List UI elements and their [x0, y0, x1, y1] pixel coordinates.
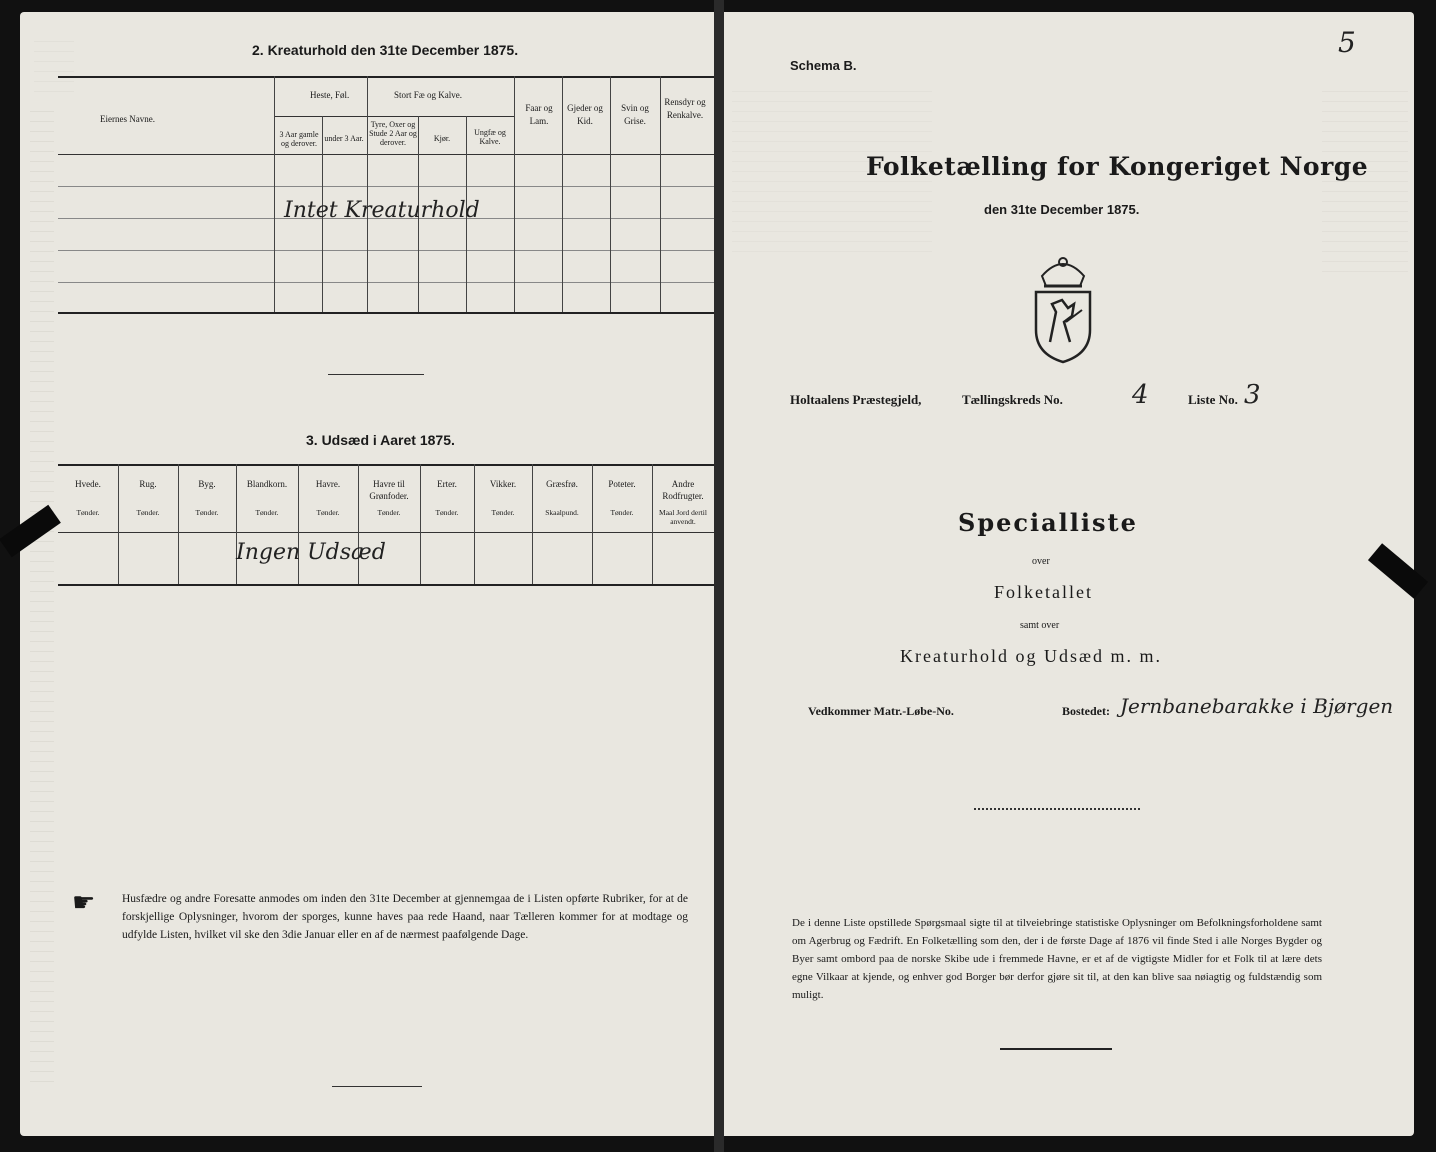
horses-sub1: 3 Aar gamle og derover. [279, 130, 319, 148]
main-title: Folketælling for Kongeriget Norge [866, 152, 1369, 181]
folketallet-label: Folketallet [994, 582, 1093, 602]
table3-col-line [652, 464, 653, 584]
goats-header: Gjeder og Kid. [567, 103, 603, 126]
matr-label: Vedkommer Matr.-Løbe-No. [808, 704, 954, 718]
table3-col-line [178, 464, 179, 584]
table2-row-line [58, 186, 714, 187]
list-value: 3 [1244, 380, 1261, 410]
table3-col-line [358, 464, 359, 584]
table3-col-line [236, 464, 237, 584]
horses-sub2: under 3 Aar. [324, 134, 364, 143]
table3-col-line [420, 464, 421, 584]
bleed-through-left-top [34, 32, 74, 92]
table2-col-line [367, 76, 368, 312]
table3-col-line [298, 464, 299, 584]
table2-col-line [562, 76, 563, 312]
crop-unit: Tønder. [316, 508, 340, 517]
table2-top-border [58, 76, 714, 78]
pigs-header: Svin og Grise. [621, 103, 649, 126]
coat-of-arms-icon [1028, 252, 1098, 364]
crop-header: Havre. [315, 479, 341, 489]
table3-col-line [474, 464, 475, 584]
crop-header: Andre Rodfrugter. [662, 479, 704, 501]
table2-subheader-line [274, 116, 514, 117]
crop-unit: Tønder. [610, 508, 634, 517]
sheep-header: Faar og Lam. [525, 103, 553, 126]
table3-header-bottom [58, 532, 714, 533]
crop-header: Erter. [437, 479, 457, 489]
crop-header: Hvede. [75, 479, 101, 489]
table3-col-line [118, 464, 119, 584]
crop-header: Havre til Grønfoder. [369, 479, 409, 501]
district-value: 4 [1132, 380, 1149, 410]
list-label: Liste No. [1188, 392, 1238, 407]
owner-header: Eiernes Navne. [100, 114, 155, 124]
crop-unit: Tønder. [491, 508, 515, 517]
crop-unit: Skaalpund. [545, 508, 579, 517]
divider [332, 1086, 422, 1087]
section3-handwritten-entry: Ingen Udsæd [236, 540, 386, 565]
table2-row-line [58, 250, 714, 251]
table2-col-line [514, 76, 515, 312]
crop-header: Byg. [198, 479, 216, 489]
right-page [722, 12, 1414, 1136]
binding-gutter [714, 0, 724, 1152]
reindeer-header: Rensdyr og Renkalve. [664, 97, 706, 120]
table3-top-border [58, 464, 714, 466]
pointing-hand-icon: ☛ [72, 888, 96, 917]
crop-unit: Tønder. [136, 508, 160, 517]
crop-header: Rug. [139, 479, 157, 489]
divider [974, 808, 1140, 810]
crop-unit: Tønder. [195, 508, 219, 517]
crop-unit: Tønder. [377, 508, 401, 517]
schema-label: Schema B. [790, 58, 857, 73]
crop-header: Poteter. [608, 479, 636, 489]
samt-over-label: samt over [1020, 620, 1060, 631]
section2-handwritten-entry: Intet Kreaturhold [284, 198, 480, 223]
crop-header: Blandkorn. [246, 479, 288, 489]
livestock-line: Kreaturhold og Udsæd m. m. [900, 646, 1162, 666]
table2-header-bottom [58, 154, 714, 155]
left-page [20, 12, 716, 1136]
notice-text: Husfædre og andre Foresatte anmodes om inden den 31te December at gjennemgaa de i Listen opførte Rubriker, for at de forskjellige Oplysninger, hvorom der sporges, kunne haves paa rede Haand, naar Tælleren kommer for at modtage og udfylde Listen, hvilket vil ske den 3die Januar eller en af de nærmest paafølgende Dage. [122, 893, 688, 941]
table3-bottom-border [58, 584, 714, 586]
table2-col-line [610, 76, 611, 312]
crop-unit: Tønder. [76, 508, 100, 517]
crop-header: Vikker. [489, 479, 517, 489]
over-label: over [1032, 556, 1050, 567]
date-line: den 31te December 1875. [984, 202, 1140, 217]
cattle-header: Stort Fæ og Kalve. [394, 90, 463, 100]
cattle-sub3: Ungfæ og Kalve. [474, 128, 506, 146]
crop-unit: Maal Jord dertil anvendt. [659, 508, 707, 526]
divider [1000, 1048, 1112, 1050]
crop-unit: Tønder. [255, 508, 279, 517]
cattle-sub1: Tyre, Oxer og Stude 2 Aar og derover. [369, 120, 417, 147]
bleed-through-left-margin [30, 102, 54, 1082]
page-number: 5 [1338, 26, 1356, 59]
crop-unit: Tønder. [435, 508, 459, 517]
bosted-value: Jernbanebarakke i Bjørgen [1120, 694, 1394, 718]
table2-col-line [660, 76, 661, 312]
crop-header: Græsfrø. [546, 479, 578, 489]
horses-header: Heste, Føl. [310, 90, 350, 100]
district-label: Tællingskreds No. [962, 392, 1063, 407]
divider [328, 374, 424, 375]
cattle-sub2: Kjør. [433, 134, 451, 143]
bosted-label: Bostedet: [1062, 704, 1110, 718]
table2-row-line [58, 282, 714, 283]
special-title: Specialliste [958, 508, 1138, 537]
table2-col-line [274, 76, 275, 312]
parish-label: Holtaalens Præstegjeld, [790, 392, 922, 407]
section3-title: 3. Udsæd i Aaret 1875. [306, 432, 455, 448]
table3-col-line [592, 464, 593, 584]
table2-bottom-border [58, 312, 714, 314]
section2-title: 2. Kreaturhold den 31te December 1875. [252, 42, 519, 58]
table3-col-line [532, 464, 533, 584]
bottom-text: De i denne Liste opstillede Spørgsmaal sigte til at tilveiebringe statistiske Oplysninger om Befolkningsforholdene samt om Agerbrug og Fædrift. En Folketælling som den, der i de første Dage af 1876 vil finde Sted i alle Norges Bygder og Byer samt ombord paa de norske Skibe ude i fremmede Havne, er et af de vigtigste Midler for et Folk til at lære dets egne Vilkaar at kjende, og enhver god Borger bør derfor gjøre sit til, at den kan blive saa nøiagtig og fuldstændig som muligt. [792, 917, 1322, 1001]
